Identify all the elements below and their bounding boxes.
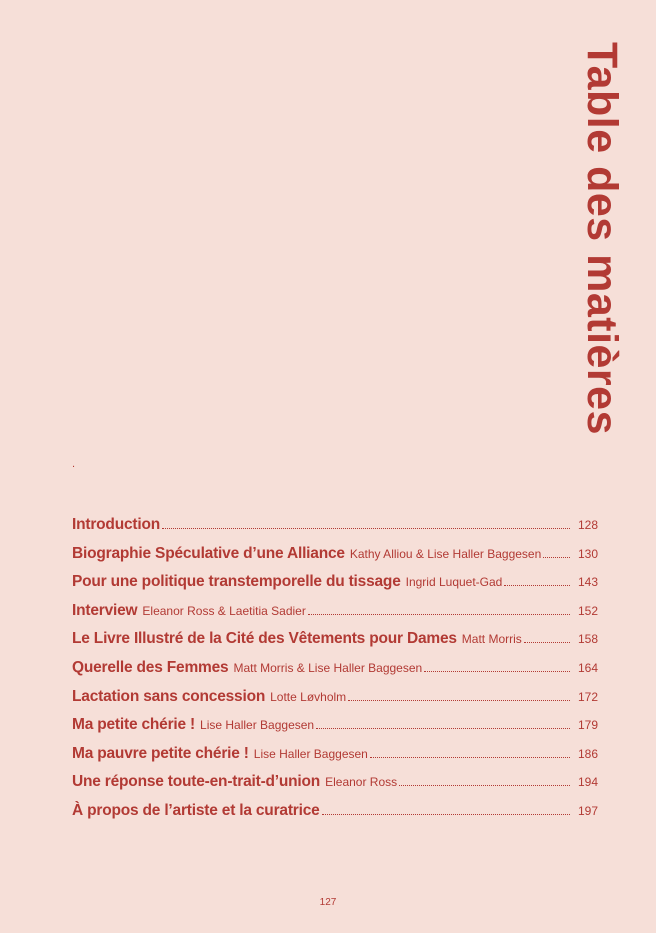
- toc-entry-reponse[interactable]: [72, 774, 598, 803]
- page-number: 127: [319, 897, 337, 908]
- toc-entry-page: 130: [577, 546, 598, 561]
- dot-leader: [162, 528, 570, 529]
- toc-entry-querelle[interactable]: [72, 660, 598, 689]
- toc-entry-page: 152: [577, 603, 598, 618]
- toc-entry-page: 164: [577, 660, 598, 675]
- toc-entry-petite-cherie[interactable]: [72, 717, 598, 746]
- dot-leader: [370, 757, 570, 758]
- toc-entry-title: Ma pauvre petite chérie !: [72, 744, 249, 762]
- toc-entry-author: Lotte Løvholm: [270, 689, 347, 704]
- toc-entry-author: Lise Haller Baggesen: [253, 746, 368, 761]
- toc-entry-author: Eleanor Ross & Laetitia Sadier: [142, 603, 306, 618]
- toc-entry-pauvre-petite-cherie[interactable]: [72, 746, 598, 775]
- toc-entry-title: Biographie Spéculative d’une Alliance: [72, 544, 345, 562]
- toc-entry-title: Le Livre Illustré de la Cité des Vêtements pour Dames: [72, 630, 457, 648]
- section-marker: .: [72, 458, 76, 470]
- toc-entry-author: Eleanor Ross: [325, 775, 398, 790]
- toc-entry-title: Pour une politique transtemporelle du tissage: [72, 573, 401, 591]
- dot-leader: [399, 785, 570, 786]
- toc-entry-title: Une réponse toute-en-trait-d’union: [72, 773, 321, 791]
- toc-entry-interview[interactable]: [72, 603, 598, 632]
- toc-entry-livre-illustre[interactable]: [72, 631, 598, 660]
- toc-entry-author: Kathy Alliou & Lise Haller Baggesen: [349, 546, 542, 561]
- toc-entry-author: Lise Haller Baggesen: [200, 718, 315, 733]
- toc-entry-lactation[interactable]: [72, 689, 598, 718]
- toc-entry-author: Ingrid Luquet-Gad: [405, 575, 503, 590]
- dot-leader: [543, 557, 570, 558]
- toc-entry-title: Introduction: [72, 516, 160, 533]
- dot-leader: [322, 814, 570, 815]
- toc-entry-page: 179: [577, 718, 598, 733]
- toc-entry-biographie[interactable]: [72, 546, 598, 575]
- toc-entry-title: À propos de l’artiste et la curatrice: [72, 801, 320, 819]
- toc-entry-page: 197: [577, 803, 598, 818]
- toc-entry-politique[interactable]: [72, 574, 598, 603]
- toc-entry-author: Matt Morris: [461, 632, 522, 647]
- toc-entry-introduction[interactable]: [72, 517, 598, 546]
- dot-leader: [504, 585, 570, 586]
- toc-entry-page: 194: [577, 775, 598, 790]
- toc-entry-title: Ma petite chérie !: [72, 716, 196, 734]
- dot-leader: [524, 642, 570, 643]
- dot-leader: [424, 671, 570, 672]
- toc-entry-page: 172: [577, 689, 598, 704]
- toc-entry-title: Interview: [72, 601, 138, 619]
- toc-entry-author: Matt Morris & Lise Haller Baggesen: [233, 660, 423, 675]
- dot-leader: [316, 728, 570, 729]
- table-of-contents: [72, 517, 598, 832]
- dot-leader: [348, 700, 570, 701]
- page-title: Table des matières: [578, 42, 626, 435]
- dot-leader: [308, 614, 570, 615]
- toc-entry-page: 128: [577, 518, 598, 532]
- toc-entry-page: 143: [577, 575, 598, 590]
- toc-entry-title: Lactation sans concession: [72, 687, 266, 705]
- toc-entry-page: 158: [577, 632, 598, 647]
- toc-entry-title: Querelle des Femmes: [72, 658, 229, 676]
- toc-entry-page: 186: [577, 746, 598, 761]
- toc-entry-a-propos[interactable]: [72, 803, 598, 832]
